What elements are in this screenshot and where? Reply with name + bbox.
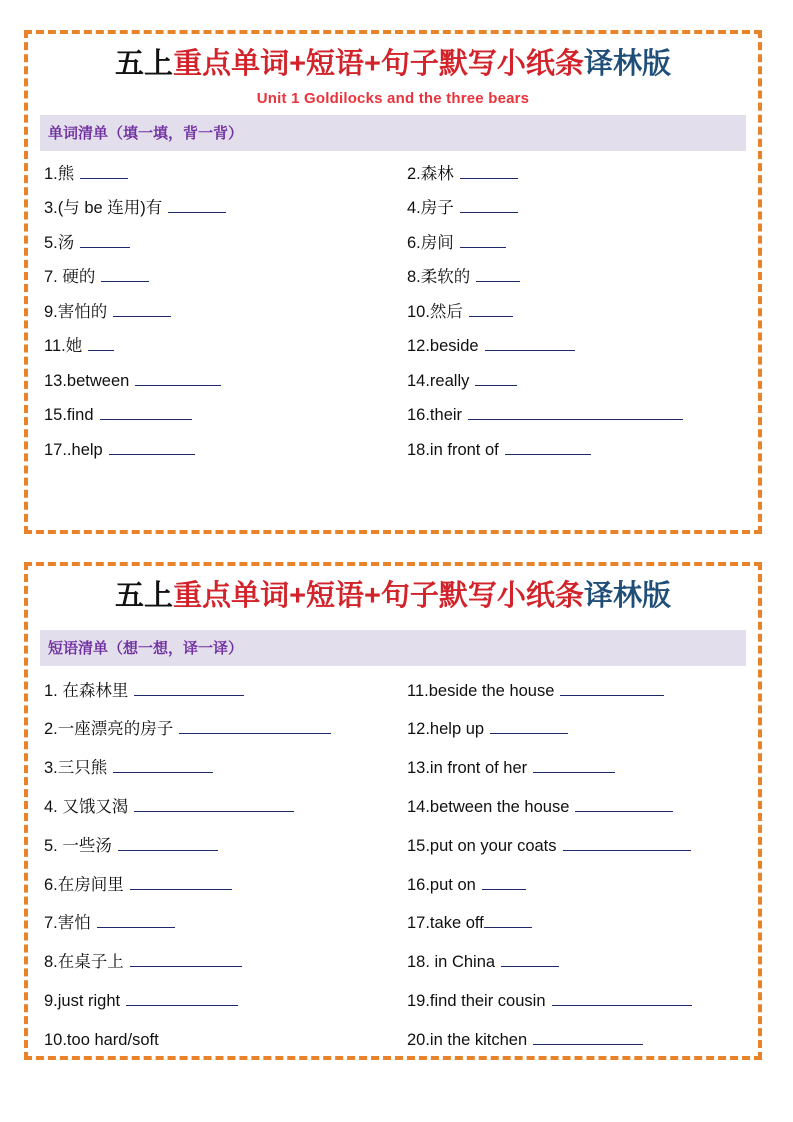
list-item xyxy=(44,749,395,788)
list-item xyxy=(395,943,746,982)
item-label: 4.房子 xyxy=(407,199,454,218)
list-item xyxy=(395,904,746,943)
item-label: 17..help xyxy=(44,440,103,459)
list-item xyxy=(44,398,395,433)
item-label: 10.too hard/soft xyxy=(44,1030,159,1049)
list-item xyxy=(44,329,395,364)
answer-blank[interactable] xyxy=(80,162,128,179)
item-label: 1. 在森林里 xyxy=(44,681,129,700)
answer-blank[interactable] xyxy=(475,369,517,386)
answer-blank[interactable] xyxy=(484,912,532,929)
title-part-grade: 五上 xyxy=(115,48,174,80)
answer-blank[interactable] xyxy=(80,231,130,248)
list-item xyxy=(44,157,395,192)
page-title xyxy=(40,46,746,84)
item-label: 8.在桌子上 xyxy=(44,953,124,972)
item-label: 18. in China xyxy=(407,953,496,972)
list-item xyxy=(395,982,746,1021)
answer-blank[interactable] xyxy=(113,300,171,317)
list-item xyxy=(44,827,395,866)
item-label: 9.害怕的 xyxy=(44,302,108,321)
item-label: 7.害怕 xyxy=(44,914,91,933)
answer-blank[interactable] xyxy=(134,795,294,812)
answer-blank[interactable] xyxy=(501,951,559,968)
answer-blank[interactable] xyxy=(118,834,218,851)
list-item xyxy=(395,1021,746,1060)
item-label: 13.between xyxy=(44,371,130,390)
answer-blank[interactable] xyxy=(552,989,692,1006)
list-item xyxy=(44,788,395,827)
answer-blank[interactable] xyxy=(168,197,226,214)
list-item xyxy=(44,226,395,261)
list-item xyxy=(44,710,395,749)
answer-blank[interactable] xyxy=(476,266,520,283)
answer-blank[interactable] xyxy=(88,335,114,352)
item-label: 6.在房间里 xyxy=(44,875,124,894)
answer-blank[interactable] xyxy=(505,438,591,455)
answer-blank[interactable] xyxy=(100,404,192,421)
section-header-phrase-list: 短语清单（想一想，译一译） xyxy=(40,630,746,666)
item-label: 6.房间 xyxy=(407,233,454,252)
section-header-word-list: 单词清单（填一填，背一背） xyxy=(40,115,746,151)
list-item xyxy=(395,866,746,905)
list-item xyxy=(44,866,395,905)
list-item xyxy=(395,260,746,295)
answer-blank[interactable] xyxy=(126,989,238,1006)
answer-blank[interactable] xyxy=(560,679,664,696)
list-item xyxy=(44,260,395,295)
word-list-grid xyxy=(40,155,746,468)
item-label: 12.help up xyxy=(407,720,485,739)
list-item xyxy=(395,157,746,192)
answer-blank[interactable] xyxy=(533,1028,643,1045)
list-item xyxy=(44,295,395,330)
item-label: 18.in front of xyxy=(407,440,499,459)
item-label: 20.in the kitchen xyxy=(407,1030,528,1049)
item-label: 17.take off xyxy=(407,914,484,933)
list-item xyxy=(395,226,746,261)
answer-blank[interactable] xyxy=(460,231,506,248)
item-label: 14.really xyxy=(407,371,470,390)
list-item xyxy=(395,672,746,711)
item-label: 8.柔软的 xyxy=(407,268,471,287)
list-item xyxy=(395,329,746,364)
list-item xyxy=(395,191,746,226)
list-item xyxy=(44,364,395,399)
list-item xyxy=(395,710,746,749)
list-item xyxy=(44,1021,395,1060)
item-label: 11.她 xyxy=(44,337,83,356)
list-item xyxy=(44,904,395,943)
unit-subtitle: Unit 1 Goldilocks and the three bears xyxy=(256,89,530,107)
answer-blank[interactable] xyxy=(130,873,232,890)
answer-blank[interactable] xyxy=(575,795,673,812)
answer-blank[interactable] xyxy=(468,404,683,421)
page-title-2 xyxy=(40,578,746,616)
list-item xyxy=(44,672,395,711)
list-item xyxy=(44,943,395,982)
title-part-publisher: 译林版 xyxy=(583,580,671,612)
item-label: 16.their xyxy=(407,406,463,425)
list-item xyxy=(395,295,746,330)
title-part-main: 重点单词+短语+句子默写小纸条 xyxy=(173,580,584,612)
list-item xyxy=(395,364,746,399)
item-label: 12.beside xyxy=(407,337,479,356)
answer-blank[interactable] xyxy=(563,834,691,851)
item-label: 13.in front of her xyxy=(407,759,528,778)
title-part-publisher: 译林版 xyxy=(583,48,671,80)
title-part-grade: 五上 xyxy=(115,580,174,612)
answer-blank[interactable] xyxy=(482,873,526,890)
words-card-inner xyxy=(28,34,758,467)
item-label: 5. 一些汤 xyxy=(44,836,112,855)
item-label: 15.find xyxy=(44,406,94,425)
phrases-card xyxy=(24,562,762,1060)
list-item xyxy=(44,982,395,1021)
words-card xyxy=(24,30,762,534)
answer-blank[interactable] xyxy=(113,757,213,774)
item-label: 9.just right xyxy=(44,992,121,1011)
answer-blank[interactable] xyxy=(134,679,244,696)
answer-blank[interactable] xyxy=(109,438,195,455)
phrases-card-inner xyxy=(28,566,758,1060)
list-item xyxy=(395,398,746,433)
item-label: 2.一座漂亮的房子 xyxy=(44,720,174,739)
answer-blank[interactable] xyxy=(97,912,175,929)
answer-blank[interactable] xyxy=(179,718,331,735)
answer-blank[interactable] xyxy=(533,757,615,774)
list-item xyxy=(44,433,395,468)
answer-blank[interactable] xyxy=(490,718,568,735)
item-label: 3.三只熊 xyxy=(44,759,108,778)
list-item xyxy=(395,749,746,788)
phrase-list-grid xyxy=(40,670,746,1060)
item-label: 1.熊 xyxy=(44,164,75,183)
item-label: 14.between the house xyxy=(407,798,570,817)
answer-blank[interactable] xyxy=(469,300,513,317)
item-label: 2.森林 xyxy=(407,164,454,183)
answer-blank[interactable] xyxy=(101,266,149,283)
item-label: 16.put on xyxy=(407,875,476,894)
item-label: 19.find their cousin xyxy=(407,992,546,1011)
item-label: 5.汤 xyxy=(44,233,75,252)
answer-blank[interactable] xyxy=(130,951,242,968)
list-item xyxy=(395,788,746,827)
item-label: 15.put on your coats xyxy=(407,836,557,855)
item-label: 7. 硬的 xyxy=(44,268,96,287)
item-label: 3.(与 be 连用)有 xyxy=(44,199,163,218)
title-part-main: 重点单词+短语+句子默写小纸条 xyxy=(173,48,584,80)
answer-blank[interactable] xyxy=(135,369,221,386)
list-item xyxy=(395,433,746,468)
item-label: 11.beside the house xyxy=(407,681,555,700)
answer-blank[interactable] xyxy=(460,162,518,179)
list-item xyxy=(395,827,746,866)
answer-blank[interactable] xyxy=(460,197,518,214)
item-label: 10.然后 xyxy=(407,302,463,321)
list-item xyxy=(44,191,395,226)
answer-blank[interactable] xyxy=(485,335,575,352)
item-label: 4. 又饿又渴 xyxy=(44,798,129,817)
